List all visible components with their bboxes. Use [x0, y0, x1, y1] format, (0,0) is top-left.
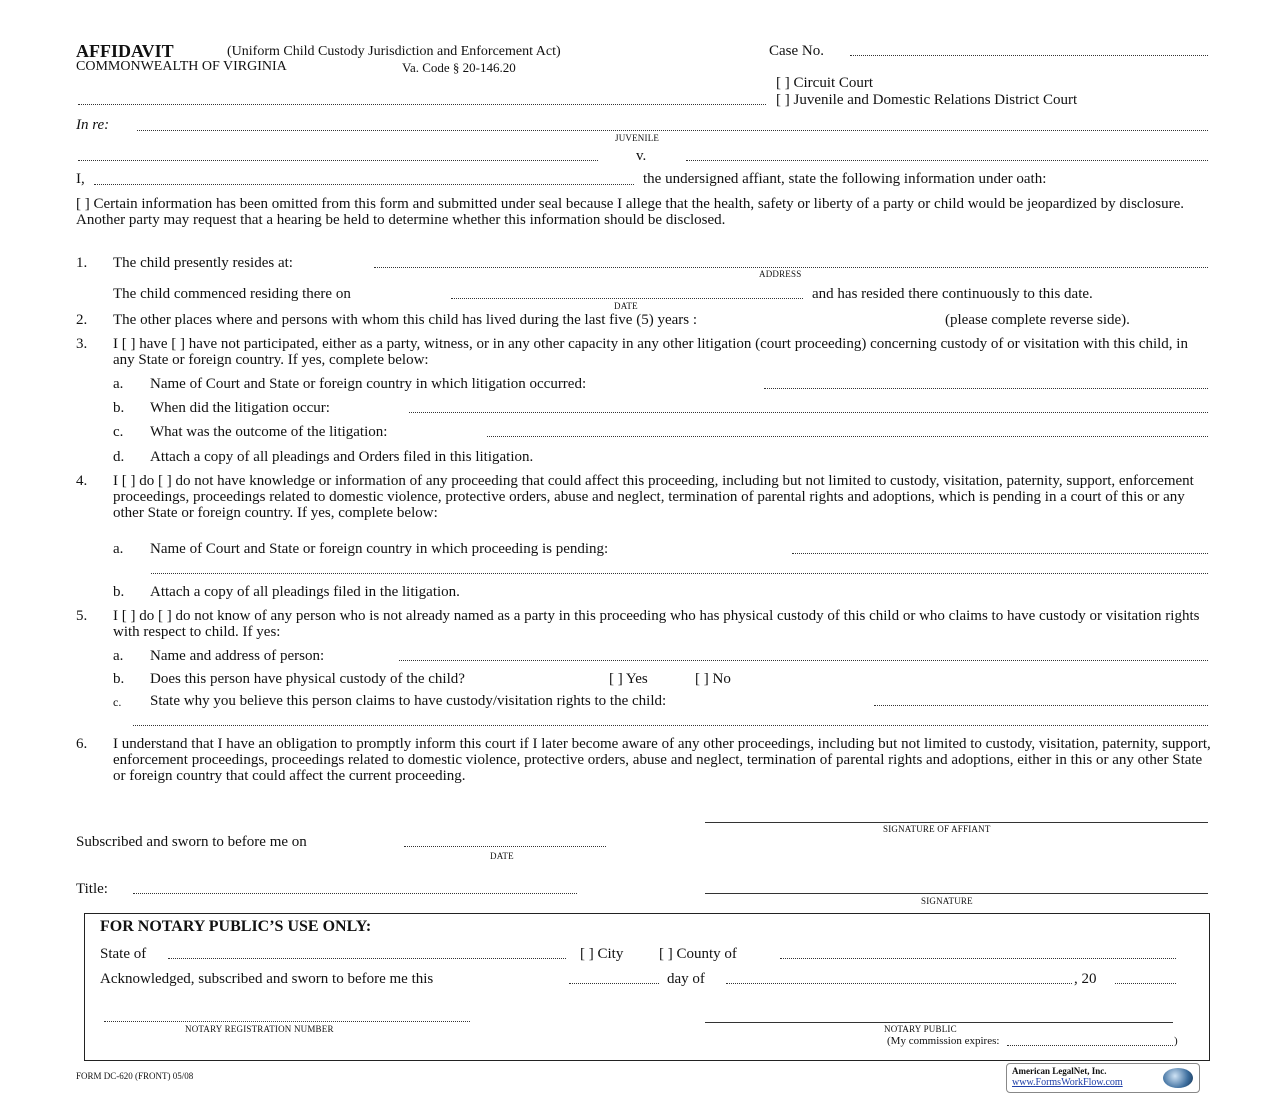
notary-heading: FOR NOTARY PUBLIC’S USE ONLY: [100, 918, 372, 935]
in-re-field[interactable] [137, 130, 1208, 131]
affiant-signature-caption: SIGNATURE OF AFFIANT [883, 824, 991, 834]
acknowledged-label: Acknowledged, subscribed and sworn to before me this [100, 971, 434, 987]
custody-reason-field-continued[interactable] [133, 725, 1208, 726]
litigation-date-field[interactable] [409, 412, 1208, 413]
sub-letter: c. [113, 695, 122, 709]
sub-letter: a. [113, 541, 124, 557]
other-places-label: The other places where and persons with whom this child has lived during the last five (5) years : [113, 312, 698, 328]
notary-public-caption: NOTARY PUBLIC [884, 1024, 957, 1034]
notary-state-label: State of [100, 946, 147, 962]
notary-registration-field[interactable] [104, 1021, 470, 1022]
item-number: 4. [76, 473, 88, 489]
subscribed-label: Subscribed and sworn to before me on [76, 834, 307, 850]
form-title: AFFIDAVIT [76, 41, 174, 61]
commission-expires-label: (My commission expires: [887, 1035, 1000, 1047]
child-address-field[interactable] [374, 267, 1208, 268]
commenced-label: The child commenced residing there on [113, 286, 351, 302]
title-field[interactable] [133, 893, 577, 894]
jdr-court-checkbox[interactable]: [ ] Juvenile and Domestic Relations District Court [776, 92, 1078, 108]
publisher-website-link[interactable]: www.FormsWorkFlow.com [1012, 1077, 1123, 1088]
custody-reason-label: State why you believe this person claims to have custody/visitation rights to the child: [150, 693, 667, 709]
notary-registration-caption: NOTARY REGISTRATION NUMBER [185, 1024, 334, 1034]
subscribed-date-caption: DATE [490, 851, 514, 861]
omitted-information-notice: [ ] Certain information has been omitted from this form and submitted under seal because I allege that the health, safety or liberty of a party or child would be jeopardized by disclosure. Another party may request that a hearing be held to determine whether this information should be disclosed. [76, 196, 1184, 228]
globe-icon [1163, 1068, 1193, 1088]
custody-reason-field[interactable] [874, 705, 1208, 706]
litigation-outcome-label: What was the outcome of the litigation: [150, 424, 388, 440]
signature-caption: SIGNATURE [921, 896, 973, 906]
sub-letter: b. [113, 671, 125, 687]
litigation-outcome-field[interactable] [487, 436, 1208, 437]
sub-letter: b. [113, 400, 125, 416]
va-code: Va. Code § 20-146.20 [402, 60, 516, 75]
person-name-address-label: Name and address of person: [150, 648, 325, 664]
sub-letter: c. [113, 424, 124, 440]
pending-court-field[interactable] [792, 553, 1208, 554]
litigation-court-field[interactable] [764, 388, 1208, 389]
item-number: 2. [76, 312, 88, 328]
acknowledged-year-field[interactable] [1115, 983, 1176, 984]
physical-custody-question: Does this person have physical custody of the child? [150, 671, 465, 687]
sub-letter: a. [113, 648, 124, 664]
item-number: 5. [76, 608, 88, 624]
date-caption: DATE [614, 301, 638, 311]
affiant-statement: the undersigned affiant, state the following information under oath: [643, 171, 1047, 187]
publisher-logo [1006, 1063, 1200, 1093]
versus-label: v. [636, 148, 647, 164]
year-prefix: , 20 [1074, 971, 1097, 987]
address-caption: ADDRESS [759, 269, 802, 279]
acknowledged-day-field[interactable] [569, 983, 659, 984]
publisher-name: American LegalNet, Inc. [1012, 1066, 1107, 1076]
case-no-field[interactable] [850, 55, 1208, 56]
pending-court-label: Name of Court and State or foreign country in which proceeding is pending: [150, 541, 609, 557]
day-of-label: day of [667, 971, 705, 987]
person-name-address-field[interactable] [399, 660, 1208, 661]
commission-expires-field[interactable] [1007, 1045, 1173, 1046]
item-number: 1. [76, 255, 88, 271]
title-label: Title: [76, 881, 108, 897]
notary-signature-line[interactable] [705, 1022, 1173, 1023]
party-one-field[interactable] [78, 160, 598, 161]
litigation-date-label: When did the litigation occur: [150, 400, 330, 416]
form-id: FORM DC-620 (FRONT) 05/08 [76, 1071, 194, 1081]
reverse-side-note: (please complete reverse side). [945, 312, 1130, 328]
sub-letter: b. [113, 584, 125, 600]
item-number: 6. [76, 736, 88, 752]
signature-line[interactable] [705, 893, 1208, 894]
attach-pleadings-text: Attach a copy of all pleadings filed in the litigation. [150, 584, 460, 600]
court-name-field[interactable] [78, 104, 766, 105]
affiant-signature-line[interactable] [705, 822, 1208, 823]
affiant-name-field[interactable] [94, 184, 634, 185]
in-re-label: In re: [76, 117, 110, 133]
commission-close-paren: ) [1174, 1035, 1178, 1047]
notary-city-checkbox[interactable]: [ ] City [580, 946, 624, 962]
subscribed-date-field[interactable] [404, 846, 606, 847]
sub-letter: a. [113, 376, 124, 392]
sub-letter: d. [113, 449, 125, 465]
form-subtitle: (Uniform Child Custody Jurisdiction and Enforcement Act) [227, 44, 561, 59]
litigation-court-label: Name of Court and State or foreign country in which litigation occurred: [150, 376, 587, 392]
continuous-label: and has resided there continuously to this date. [812, 286, 1093, 302]
child-resides-label: The child presently resides at: [113, 255, 293, 271]
item-number: 3. [76, 336, 88, 352]
custody-no-checkbox[interactable]: [ ] No [695, 671, 731, 687]
other-person-custody-text: I [ ] do [ ] do not know of any person who is not already named as a party in this proceeding who has physical custody of this child or who claims to have custody or visitation rights with respect to child. If yes: [113, 608, 1200, 640]
proceeding-knowledge-text: I [ ] do [ ] do not have knowledge or information of any proceeding that could affect this proceeding, including but not limited to custody, visitation, paternity, support, enforcement proceedings, proceedings related to domestic violence, protective orders, abuse and neglect, termination of parental rights and adoptions, which is pending in a court of this or any other State or foreign country. If yes, complete below: [113, 473, 1194, 521]
custody-yes-checkbox[interactable]: [ ] Yes [609, 671, 648, 687]
notary-state-field[interactable] [168, 958, 566, 959]
party-two-field[interactable] [686, 160, 1208, 161]
attach-pleadings-orders-text: Attach a copy of all pleadings and Orders filed in this litigation. [150, 449, 534, 465]
state-name: COMMONWEALTH OF VIRGINIA [76, 59, 287, 74]
notary-city-county-field[interactable] [780, 958, 1176, 959]
circuit-court-checkbox[interactable]: [ ] Circuit Court [776, 75, 874, 91]
litigation-participation-text: I [ ] have [ ] have not participated, either as a party, witness, or in any other capacity in any other litigation (court proceeding) concerning custody of or visitation with this child, in any State or foreign country. If yes, complete below: [113, 336, 1188, 368]
obligation-statement: I understand that I have an obligation to promptly inform this court if I later become aware of any other proceedings, including but not limited to custody, visitation, paternity, support, enforcement proceedings, proceedings related to domestic violence, protective orders, abuse and neglect, termination of parental rights and adoptions, either in this or any other State or foreign country that could affect the current proceeding. [113, 736, 1211, 784]
juvenile-caption: JUVENILE [615, 133, 660, 143]
case-no-label: Case No. [769, 43, 824, 59]
notary-county-checkbox[interactable]: [ ] County of [659, 946, 737, 962]
commenced-date-field[interactable] [451, 298, 803, 299]
affiant-i-label: I, [76, 171, 85, 187]
acknowledged-month-field[interactable] [726, 983, 1072, 984]
pending-court-field-continued[interactable] [151, 573, 1208, 574]
